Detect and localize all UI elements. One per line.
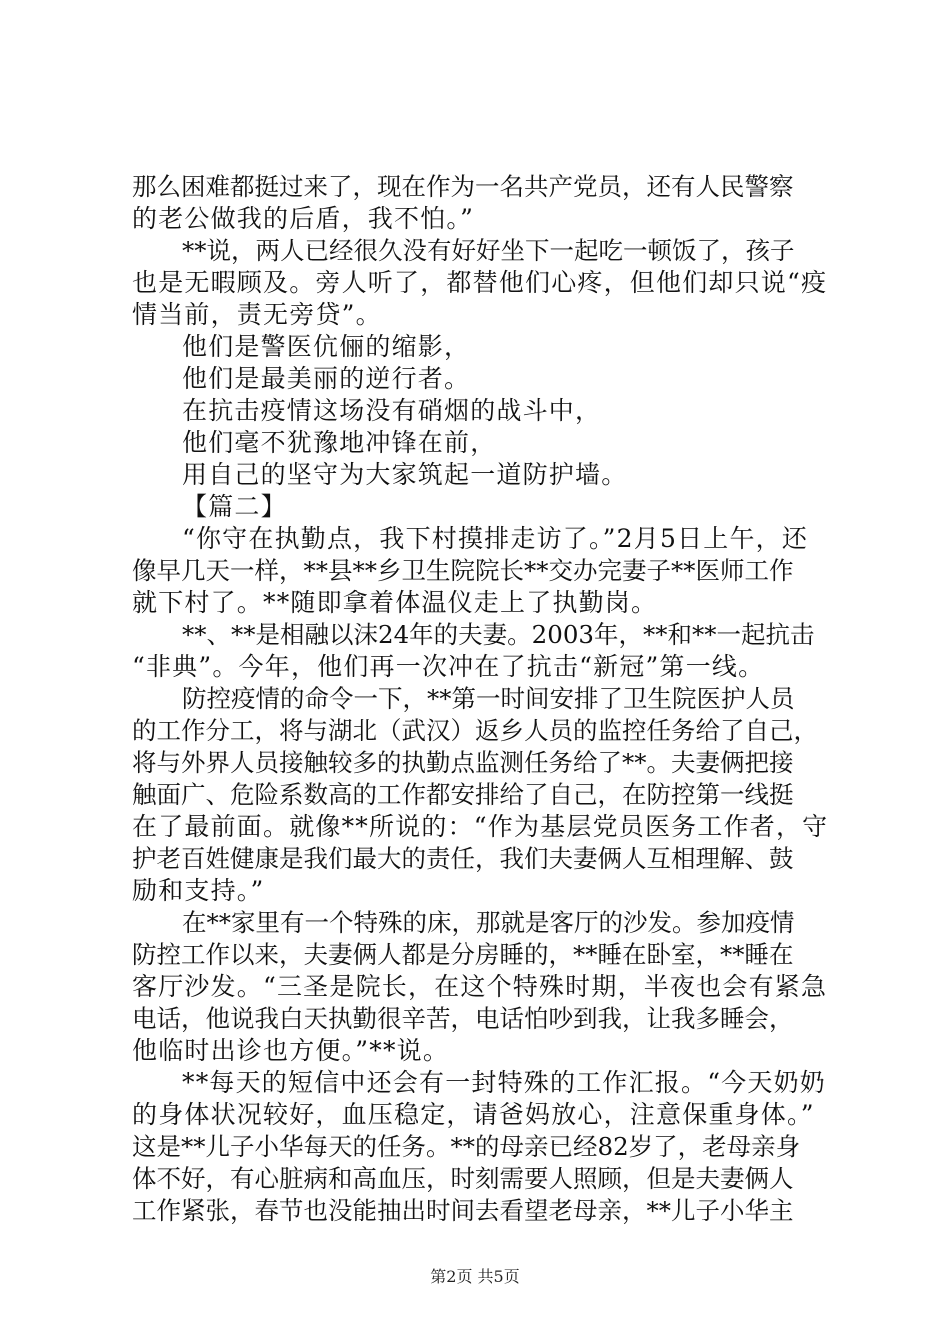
text-line: 那么困难都挺过来了，现在作为一名共产党员，还有人民警察: [132, 172, 794, 201]
text-line: 在了最前面。就像**所说的：“作为基层党员医务工作者，守: [132, 812, 829, 841]
text-line: 工作紧张，春节也没能抽出时间去看望老母亲，**儿子小华主: [132, 1196, 794, 1225]
text-line: 情当前，责无旁贷”。: [132, 300, 382, 329]
text-line: 【篇二】: [182, 492, 287, 521]
text-line: 像早几天一样，**县**乡卫生院院长**交办完妻子**医师工作: [132, 556, 794, 585]
text-line: 也是无暇顾及。旁人听了，都替他们心疼，但他们却只说“疫: [132, 268, 828, 297]
text-line: 护老百姓健康是我们最大的责任，我们夫妻俩人互相理解、鼓: [132, 844, 794, 873]
text-line: 在抗击疫情这场没有硝烟的战斗中，: [182, 396, 602, 425]
text-line: 的工作分工，将与湖北（武汉）返乡人员的监控任务给了自己，: [132, 716, 818, 745]
text-line: 他们是警医伉俪的缩影，: [182, 332, 471, 361]
text-line: 体不好，有心脏病和高血压，时刻需要人照顾，但是夫妻俩人: [132, 1164, 794, 1193]
text-line: **说，两人已经很久没有好好坐下一起吃一顿饭了，孩子: [182, 236, 795, 265]
document-body: [132, 171, 832, 1227]
text-line: 用自己的坚守为大家筑起一道防护墙。: [182, 460, 628, 489]
text-line: 这是**儿子小华每天的任务。**的母亲已经82岁了，老母亲身: [132, 1132, 801, 1161]
text-line: 防控工作以来，夫妻俩人都是分房睡的，**睡在卧室，**睡在: [132, 940, 794, 969]
text-line: 的身体状况较好，血压稳定，请爸妈放心，注意保重身体。”: [132, 1100, 815, 1129]
text-line: “非典”。今年，他们再一次冲在了抗击“新冠”第一线。: [132, 652, 765, 681]
text-line: **每天的短信中还会有一封特殊的工作汇报。“今天奶奶: [182, 1068, 826, 1097]
text-line: 他们毫不犹豫地冲锋在前，: [182, 428, 497, 457]
text-line: 电话，他说我白天执勤很辛苦，电话怕吵到我，让我多睡会，: [132, 1004, 794, 1033]
page-footer: 第2页 共5页: [430, 1267, 520, 1286]
text-line: 防控疫情的命令一下，**第一时间安排了卫生院医护人员: [182, 684, 795, 713]
text-line: 触面广、危险系数高的工作都安排给了自己，在防控第一线挺: [132, 780, 794, 809]
text-line: 就下村了。**随即拿着体温仪走上了执勤岗。: [132, 588, 658, 617]
text-line: 的老公做我的后盾，我不怕。”: [132, 204, 475, 233]
text-line: 将与外界人员接触较多的执勤点监测任务给了**。夫妻俩把接: [132, 748, 794, 777]
text-line: 客厅沙发。“三圣是院长，在这个特殊时期，半夜也会有紧急: [132, 972, 828, 1001]
text-line: 他们是最美丽的逆行者。: [182, 364, 471, 393]
text-line: “你守在执勤点，我下村摸排走访了。”2月5日上午，还: [182, 524, 809, 553]
text-line: **、**是相融以沫24年的夫妻。2003年，**和**一起抗击: [182, 620, 815, 649]
text-line: 励和支持。”: [132, 876, 265, 905]
text-line: 在**家里有一个特殊的床，那就是客厅的沙发。参加疫情: [182, 908, 795, 937]
text-line: 他临时出诊也方便。”**说。: [132, 1036, 450, 1065]
